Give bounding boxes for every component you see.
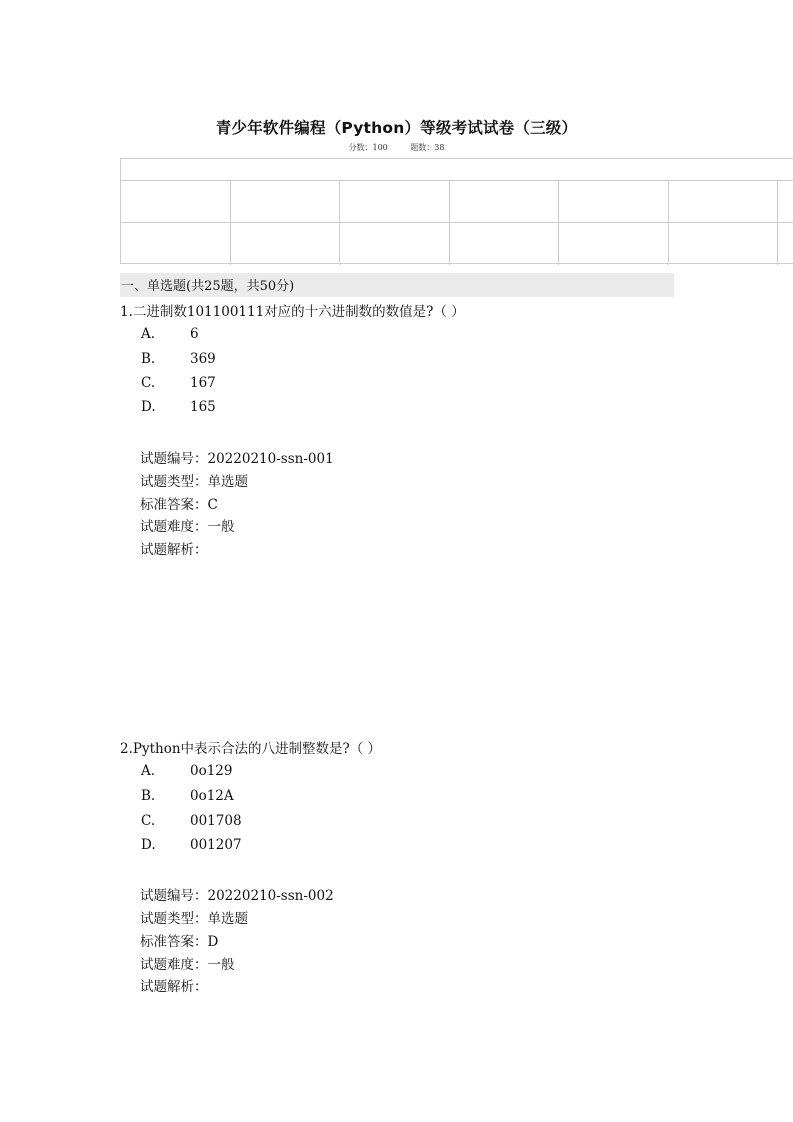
- question-id: 试题编号：20220210-ssn-002: [140, 888, 334, 904]
- score-cell: [669, 181, 779, 222]
- option-label: B.: [141, 351, 156, 367]
- option-c[interactable]: [141, 813, 242, 829]
- score-table: [120, 158, 793, 264]
- standard-answer: 标准答案：D: [140, 934, 219, 950]
- question-stem: 2.Python中表示合法的八进制整数是?（ ）: [120, 741, 382, 757]
- score-total: 分数：100: [348, 143, 388, 152]
- option-b[interactable]: [141, 351, 216, 367]
- score-cell: [121, 181, 231, 222]
- option-label: C.: [141, 813, 156, 829]
- score-cell: [450, 181, 560, 222]
- section-heading: 一、单选题(共25题，共50分): [120, 273, 674, 297]
- score-cell: [121, 223, 231, 265]
- score-cell: [559, 223, 669, 265]
- score-cell: [231, 223, 341, 265]
- option-label: C.: [141, 375, 156, 391]
- question-stem: 1.二进制数101100111对应的十六进制数的数值是?（ ）: [120, 304, 465, 320]
- score-cell: [559, 181, 669, 222]
- standard-answer: 标准答案：C: [140, 497, 218, 513]
- option-text: 369: [190, 351, 216, 367]
- score-cell: [340, 223, 450, 265]
- question-analysis: 试题解析：: [140, 979, 208, 995]
- option-label: B.: [141, 788, 156, 804]
- score-cell: [231, 181, 341, 222]
- question-id: 试题编号：20220210-ssn-001: [140, 451, 334, 467]
- option-text: 0o129: [190, 763, 233, 779]
- score-cell: [778, 181, 793, 222]
- option-d[interactable]: [141, 399, 216, 415]
- option-label: D.: [141, 399, 156, 415]
- option-text: 0o12A: [190, 788, 234, 804]
- page-title: 青少年软件编程（Python）等级考试试卷（三级）: [215, 119, 578, 137]
- score-table-header: [121, 159, 793, 181]
- option-text: 001207: [190, 837, 242, 853]
- option-c[interactable]: [141, 375, 216, 391]
- score-cell: [669, 223, 779, 265]
- option-text: 6: [190, 326, 199, 342]
- exam-meta: [0, 142, 793, 153]
- option-label: A.: [141, 326, 156, 342]
- score-cell: [450, 223, 560, 265]
- option-a[interactable]: [141, 326, 199, 342]
- score-table-row: [121, 181, 793, 223]
- option-text: 165: [190, 399, 216, 415]
- option-d[interactable]: [141, 837, 242, 853]
- option-text: 001708: [190, 813, 242, 829]
- question-type: 试题类型：单选题: [140, 474, 248, 490]
- question-count: 题数：38: [410, 143, 445, 152]
- score-cell: [340, 181, 450, 222]
- option-text: 167: [190, 375, 216, 391]
- option-a[interactable]: [141, 763, 232, 779]
- question-type: 试题类型：单选题: [140, 911, 248, 927]
- question-difficulty: 试题难度：一般: [140, 519, 235, 535]
- score-cell: [778, 223, 793, 265]
- question-analysis: 试题解析：: [140, 542, 208, 558]
- score-table-row: [121, 223, 793, 265]
- option-label: A.: [141, 763, 156, 779]
- question-difficulty: 试题难度：一般: [140, 957, 235, 973]
- option-b[interactable]: [141, 788, 234, 804]
- option-label: D.: [141, 837, 156, 853]
